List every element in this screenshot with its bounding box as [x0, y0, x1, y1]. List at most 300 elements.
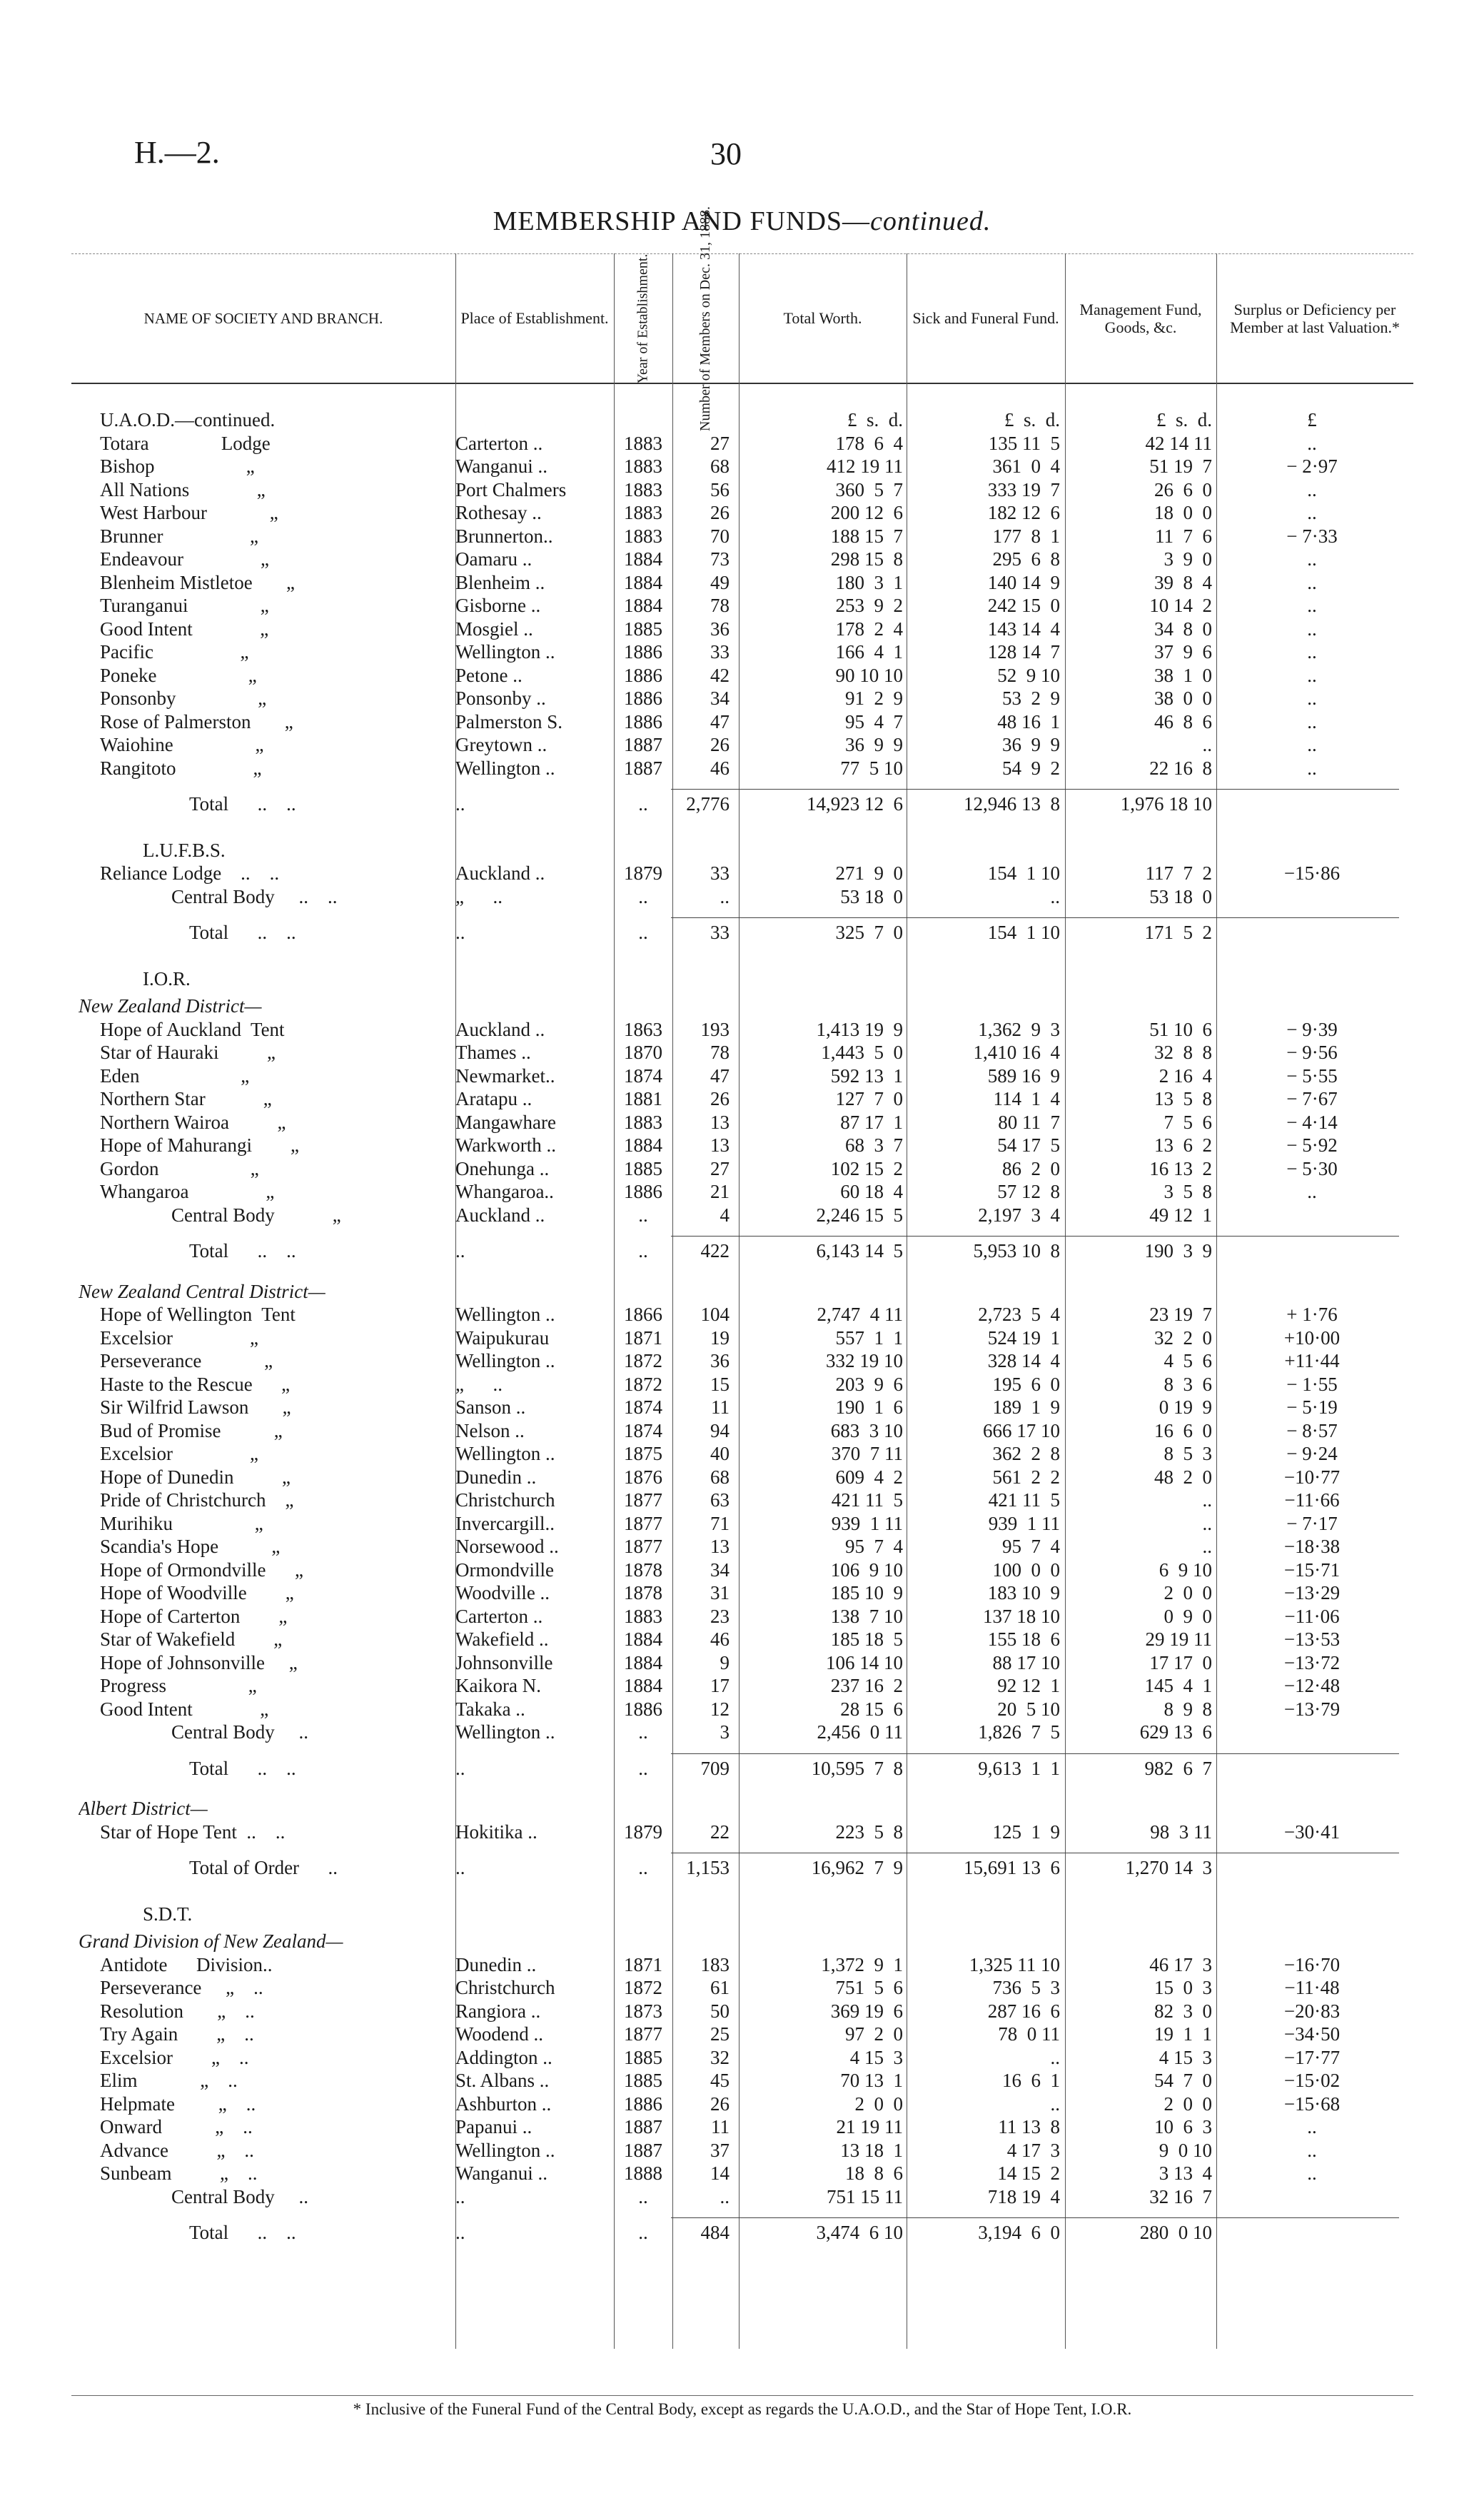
- table-row: [71, 886, 1413, 909]
- cell-mf: 3 5 8: [1164, 1181, 1212, 1202]
- cell-sur: − 5·92: [1286, 1134, 1338, 1156]
- table-row: [71, 2000, 1413, 2023]
- cell-mem: 9: [720, 1651, 730, 1673]
- cell-mf: 49 12 1: [1149, 1204, 1212, 1226]
- cell-mf: 190 3 9: [1144, 1240, 1212, 1261]
- cell-name: Hope of Dunedin „: [100, 1466, 291, 1488]
- cell-place: Dunedin ..: [455, 1953, 537, 1975]
- cell-year: ..: [638, 1757, 648, 1779]
- cell-tw: 4 15 3: [849, 2046, 903, 2068]
- cell-mf: 10 6 3: [1154, 2116, 1212, 2137]
- cell-mf: 51 10 6: [1149, 1018, 1212, 1040]
- cell-mem: 32: [710, 2046, 730, 2068]
- cell-sur: ..: [1307, 478, 1317, 500]
- cell-tw: 237 16 2: [830, 1675, 903, 1696]
- cell-sur: +11·44: [1284, 1350, 1340, 1371]
- cell-mf: 38 0 0: [1154, 688, 1212, 709]
- cell-sur: − 7·33: [1286, 525, 1338, 547]
- cell-sf: 182 12 6: [987, 502, 1060, 523]
- cell-tw: 1,443 5 0: [821, 1042, 903, 1063]
- cell-tw: 3,474 6 10: [816, 2222, 903, 2243]
- cell-mf: 19 1 1: [1154, 2023, 1212, 2045]
- cell-name: Northern Wairoa „: [100, 1111, 286, 1133]
- cell-sur: −12·48: [1283, 1675, 1341, 1696]
- cell-place: Takaka ..: [455, 1698, 525, 1720]
- cell-tw: 68 3 7: [845, 1134, 903, 1156]
- header-members: [672, 206, 739, 431]
- table-row: [71, 1374, 1413, 1396]
- cell-mem: 13: [710, 1536, 730, 1557]
- page-code: H.—2.: [134, 135, 220, 170]
- cell-sf: 36 9 9: [1002, 734, 1060, 755]
- cell-tw: 95 4 7: [845, 710, 903, 732]
- table-row: [71, 1698, 1413, 1721]
- cell-place: Aratapu ..: [455, 1088, 532, 1109]
- cell-sf: 287 16 6: [987, 2000, 1060, 2022]
- cell-sur: −11·06: [1284, 1605, 1340, 1627]
- cell-mem: 46: [710, 1628, 730, 1650]
- cell-mem: 19: [710, 1326, 730, 1349]
- table-row: [71, 1513, 1413, 1536]
- cell-name: Eden „: [100, 1064, 250, 1087]
- cell-year: ..: [638, 885, 648, 907]
- cell-mf: 0 19 9: [1159, 1396, 1212, 1418]
- table-row: [71, 641, 1413, 664]
- cell-name: S.D.T.: [143, 1903, 193, 1925]
- cell-mem: 26: [710, 1088, 730, 1109]
- cell-name: Ponsonby „: [100, 688, 267, 709]
- cell-year: 1872: [624, 1350, 662, 1371]
- section-heading: [71, 840, 1413, 862]
- cell-tw: 609 4 2: [835, 1466, 903, 1488]
- total-row: [71, 793, 1413, 816]
- section-heading: [71, 1903, 1413, 1926]
- cell-sf: 2,197 3 4: [978, 1204, 1060, 1226]
- cell-mem: 26: [710, 2093, 730, 2115]
- cell-tw: 253 9 2: [835, 595, 903, 616]
- cell-sf: 2,723 5 4: [978, 1304, 1060, 1325]
- cell-year: 1884: [624, 1628, 662, 1650]
- table-row: [71, 1466, 1413, 1489]
- cell-sf: 328 14 4: [987, 1350, 1060, 1371]
- cell-year: ..: [638, 1721, 648, 1743]
- cell-mem: 27: [710, 432, 730, 454]
- cell-place: ..: [455, 2185, 465, 2207]
- total-rule: [671, 1753, 1399, 1754]
- cell-sur: −20·83: [1283, 2000, 1341, 2022]
- cell-mf: 117 7 2: [1145, 862, 1212, 884]
- cell-tw: 95 7 4: [845, 1536, 903, 1557]
- cell-tw: 21 19 11: [836, 2116, 903, 2137]
- cell-sur: −13·79: [1283, 1698, 1341, 1720]
- total-rule: [671, 789, 1399, 790]
- cell-mem: 104: [700, 1304, 730, 1325]
- cell-mem: 2,776: [686, 793, 730, 815]
- cell-mem: 47: [710, 710, 730, 732]
- cell-tw: 106 9 10: [830, 1558, 903, 1581]
- cell-year: 1886: [624, 2093, 662, 2115]
- cell-place: Kaikora N.: [455, 1675, 541, 1696]
- cell-year: 1884: [624, 1134, 662, 1156]
- cell-mem: 422: [700, 1240, 730, 1261]
- cell-mem: 50: [710, 2000, 730, 2022]
- cell-name: Excelsior „: [100, 1326, 258, 1349]
- header-total-worth: Total Worth.: [783, 309, 862, 328]
- cell-place: Papanui ..: [455, 2116, 532, 2137]
- cell-place: Christchurch: [455, 1489, 555, 1511]
- cell-place: Ashburton ..: [455, 2093, 552, 2115]
- cell-tw: 2 0 0: [854, 2093, 903, 2115]
- cell-sur: ..: [1307, 432, 1317, 454]
- table-row: [71, 2186, 1413, 2209]
- cell-name: Excelsior „ ..: [100, 2046, 249, 2068]
- cell-name: Central Body ..: [171, 1721, 308, 1743]
- cell-year: 1874: [624, 1396, 662, 1418]
- cell-mem: 68: [710, 455, 730, 477]
- cell-year: 1872: [624, 1977, 662, 1998]
- cell-tw: 127 7 0: [835, 1088, 903, 1109]
- table-row: [71, 665, 1413, 688]
- cell-year: ..: [638, 922, 648, 943]
- cell-year: 1883: [624, 502, 662, 523]
- cell-sur: ..: [1307, 734, 1317, 755]
- total-rule: [671, 2217, 1399, 2218]
- table-row: [71, 1652, 1413, 1675]
- cell-name: Reliance Lodge .. ..: [100, 862, 280, 884]
- cell-year: 1877: [624, 1512, 662, 1534]
- cell-year: 1887: [624, 2139, 662, 2161]
- cell-sur: −10·77: [1283, 1466, 1341, 1488]
- cell-year: 1876: [624, 1466, 662, 1488]
- cell-name: Hope of Auckland Tent: [100, 1018, 285, 1040]
- cell-sf: 11 13 8: [998, 2116, 1060, 2137]
- cell-sf: 561 2 2: [992, 1466, 1060, 1488]
- cell-place: Rothesay ..: [455, 502, 542, 523]
- section-heading: [71, 995, 1413, 1018]
- table-row: [71, 1065, 1413, 1088]
- cell-name: Sunbeam „ ..: [100, 2162, 258, 2184]
- cell-sf: 362 2 8: [992, 1443, 1060, 1464]
- cell-place: Mosgiel ..: [455, 618, 533, 640]
- cell-name: Bud of Promise „: [100, 1419, 283, 1441]
- cell-sur: −17·77: [1283, 2046, 1341, 2068]
- cell-place: ..: [455, 1857, 465, 1878]
- cell-place: Woodville ..: [455, 1582, 550, 1603]
- cell-sur: − 1·55: [1286, 1373, 1338, 1395]
- cell-place: Wakefield ..: [455, 1628, 549, 1650]
- cell-mf: 2 0 0: [1164, 1582, 1212, 1603]
- cell-mem: 11: [711, 1396, 730, 1418]
- cell-mf: 39 8 4: [1154, 571, 1212, 593]
- cell-tw: 369 19 6: [830, 2000, 903, 2022]
- cell-year: 1886: [624, 1181, 662, 1202]
- table-row: [71, 1134, 1413, 1157]
- cell-year: 1863: [624, 1018, 662, 1040]
- cell-name: Perseverance „ ..: [100, 1977, 263, 1998]
- cell-sur: −15·86: [1283, 862, 1341, 884]
- cell-sf: 15,691 13 6: [964, 1857, 1060, 1878]
- cell-year: 1877: [624, 1536, 662, 1557]
- cell-place: „ ..: [455, 885, 503, 907]
- cell-year: 1883: [624, 1111, 662, 1133]
- cell-sf: 80 11 7: [998, 1111, 1060, 1133]
- cell-sur: − 5·19: [1286, 1396, 1338, 1418]
- cell-mf: 2 0 0: [1164, 2093, 1212, 2115]
- cell-name: Whangaroa „: [100, 1181, 275, 1202]
- cell-tw: 60 18 4: [840, 1181, 903, 1202]
- cell-year: 1871: [624, 1326, 662, 1349]
- cell-year: 1886: [624, 688, 662, 709]
- table-row: [71, 1536, 1413, 1558]
- cell-sf: 155 18 6: [987, 1628, 1060, 1650]
- cell-place: Hokitika ..: [455, 1820, 537, 1843]
- cell-mf: 46 8 6: [1154, 710, 1212, 732]
- cell-year: ..: [638, 793, 648, 815]
- cell-mem: 11: [711, 2116, 730, 2137]
- table-row: [71, 1606, 1413, 1628]
- cell-year: 1879: [624, 1820, 662, 1843]
- cell-name: Progress „: [100, 1675, 257, 1696]
- cell-mf: 8 3 6: [1164, 1373, 1212, 1395]
- cell-tw: 13 18 1: [840, 2139, 903, 2161]
- table-row: [71, 1628, 1413, 1651]
- cell-sur: − 7·67: [1286, 1088, 1338, 1109]
- cell-name: Star of Wakefield „: [100, 1628, 283, 1650]
- cell-sf: 361 0 4: [992, 455, 1060, 477]
- cell-place: Whangaroa..: [455, 1181, 554, 1202]
- cell-tw: 557 1 1: [835, 1326, 903, 1349]
- cell-mem: 37: [710, 2139, 730, 2161]
- cell-name: Total .. ..: [189, 793, 296, 815]
- cell-tw: 18 8 6: [845, 2162, 903, 2184]
- cell-mem: 26: [710, 502, 730, 523]
- cell-tw: 87 17 1: [840, 1111, 903, 1133]
- cell-place: Gisborne ..: [455, 595, 541, 616]
- cell-name: Blenheim Mistletoe „: [100, 571, 295, 593]
- table-row: [71, 1559, 1413, 1582]
- cell-name: Gordon „: [100, 1157, 259, 1179]
- cell-mem: ..: [720, 885, 730, 907]
- cell-mem: 13: [710, 1111, 730, 1133]
- cell-place: Ponsonby ..: [455, 688, 546, 709]
- cell-place: Johnsonville: [455, 1651, 553, 1673]
- cell-mem: 78: [710, 595, 730, 616]
- cell-mf: 17 17 0: [1149, 1651, 1212, 1673]
- section-heading: [71, 1281, 1413, 1304]
- cell-mf: 32 16 7: [1149, 2185, 1212, 2207]
- cell-name: Total .. ..: [189, 1240, 296, 1261]
- cell-sur: −15·71: [1283, 1558, 1341, 1581]
- cell-place: ..: [455, 2222, 465, 2243]
- cell-year: 1884: [624, 1651, 662, 1673]
- table-row: [71, 2140, 1413, 2162]
- table-row: [71, 595, 1413, 618]
- cell-sf: 114 1 4: [993, 1088, 1060, 1109]
- cell-sur: ..: [1307, 618, 1317, 640]
- table-row: [71, 1042, 1413, 1064]
- cell-mem: 21: [710, 1181, 730, 1202]
- cell-year: 1885: [624, 2046, 662, 2068]
- cell-mf: 82 3 0: [1154, 2000, 1212, 2022]
- cell-sf: 718 19 4: [987, 2185, 1060, 2207]
- cell-place: Waipukurau: [455, 1326, 550, 1349]
- cell-place: Auckland ..: [455, 1018, 545, 1040]
- cell-mem: 34: [710, 1558, 730, 1581]
- cell-sf: 53 2 9: [1002, 688, 1060, 709]
- cell-mf: 22 16 8: [1149, 757, 1212, 779]
- cell-sur: ..: [1307, 688, 1317, 709]
- cell-sf: 143 14 4: [987, 618, 1060, 640]
- cell-year: 1885: [624, 1157, 662, 1179]
- cell-sf: 666 17 10: [983, 1419, 1060, 1441]
- cell-tw: 1,413 19 9: [816, 1018, 903, 1040]
- table-row: [71, 525, 1413, 548]
- title-continued: continued.: [870, 206, 991, 236]
- cell-year: 1885: [624, 2070, 662, 2091]
- cell-year: 1885: [624, 618, 662, 640]
- cell-place: Brunnerton..: [455, 525, 553, 547]
- cell-mf: 13 5 8: [1154, 1088, 1212, 1109]
- cell-place: Oamaru ..: [455, 548, 532, 570]
- cell-mem: 34: [710, 688, 730, 709]
- cell-sf: 154 1 10: [987, 922, 1060, 943]
- cell-mf: 982 6 7: [1144, 1757, 1212, 1779]
- cell-sf: 295 6 8: [992, 548, 1060, 570]
- cell-year: 1884: [624, 595, 662, 616]
- cell-mem: 484: [700, 2222, 730, 2243]
- cell-name: Hope of Ormondville „: [100, 1558, 303, 1581]
- cell-place: Port Chalmers: [455, 478, 567, 500]
- title-main: MEMBERSHIP AND FUNDS—: [493, 206, 871, 236]
- cell-tw: 178 2 4: [835, 618, 903, 640]
- cell-sf: 524 19 1: [987, 1326, 1060, 1349]
- cell-sf: 78 0 11: [998, 2023, 1060, 2045]
- table-row: [71, 1443, 1413, 1466]
- cell-mf: 26 6 0: [1154, 478, 1212, 500]
- cell-tw: £ s. d.: [847, 409, 903, 430]
- cell-place: Woodend ..: [455, 2023, 544, 2045]
- cell-sur: −13·29: [1283, 1582, 1341, 1603]
- cell-sf: 1,325 11 10: [969, 1953, 1060, 1975]
- cell-mem: 63: [710, 1489, 730, 1511]
- cell-sur: − 5·55: [1286, 1064, 1338, 1087]
- cell-sur: − 9·39: [1286, 1018, 1338, 1040]
- cell-tw: 2,747 4 11: [817, 1304, 903, 1325]
- cell-place: Invercargill..: [455, 1512, 555, 1534]
- cell-tw: 102 15 2: [830, 1157, 903, 1179]
- cell-tw: 53 18 0: [840, 885, 903, 907]
- cell-sf: 95 7 4: [1002, 1536, 1060, 1557]
- cell-sf: 242 15 0: [987, 595, 1060, 616]
- table-row: [71, 1181, 1413, 1204]
- cell-tw: 14,923 12 6: [807, 793, 903, 815]
- total-rule: [671, 917, 1399, 918]
- cell-place: Nelson ..: [455, 1419, 525, 1441]
- cell-year: 1884: [624, 548, 662, 570]
- cell-year: 1884: [624, 1675, 662, 1696]
- cell-sur: ..: [1307, 1181, 1317, 1202]
- cell-sur: −34·50: [1283, 2023, 1341, 2045]
- cell-mem: 40: [710, 1443, 730, 1464]
- cell-mem: 36: [710, 1350, 730, 1371]
- cell-place: Wellington ..: [455, 641, 555, 663]
- cell-mf: 145 4 1: [1144, 1675, 1212, 1696]
- table-row: [71, 1019, 1413, 1042]
- cell-year: 1883: [624, 525, 662, 547]
- cell-mem: 68: [710, 1466, 730, 1488]
- cell-place: Wellington ..: [455, 1443, 555, 1464]
- cell-mem: 42: [710, 664, 730, 686]
- cell-year: 1886: [624, 1698, 662, 1720]
- table-row: [71, 2070, 1413, 2093]
- cell-place: St. Albans ..: [455, 2070, 550, 2091]
- cell-name: Perseverance „: [100, 1350, 273, 1371]
- section-heading: [71, 968, 1413, 991]
- cell-mem: 70: [710, 525, 730, 547]
- cell-mf: 15 0 3: [1154, 1977, 1212, 1998]
- cell-sur: − 4·14: [1286, 1111, 1338, 1133]
- cell-mem: 13: [710, 1134, 730, 1156]
- cell-tw: 412 19 11: [827, 455, 903, 477]
- cell-mf: 98 3 11: [1150, 1820, 1212, 1843]
- table-row: [71, 502, 1413, 525]
- cell-sf: 3,194 6 0: [978, 2222, 1060, 2243]
- cell-sur: −16·70: [1283, 1953, 1341, 1975]
- cell-tw: 203 9 6: [835, 1373, 903, 1395]
- cell-name: Advance „ ..: [100, 2139, 254, 2161]
- cell-tw: 2,246 15 5: [816, 1204, 903, 1226]
- cell-sf: 4 17 3: [1006, 2139, 1060, 2161]
- cell-tw: 298 15 8: [830, 548, 903, 570]
- cell-name: New Zealand Central District—: [79, 1280, 325, 1302]
- cell-year: 1886: [624, 710, 662, 732]
- cell-name: Try Again „ ..: [100, 2023, 254, 2045]
- cell-year: ..: [638, 2185, 648, 2207]
- cell-sf: 140 14 9: [987, 571, 1060, 593]
- cell-tw: 2,456 0 11: [817, 1721, 903, 1743]
- cell-mem: 23: [710, 1605, 730, 1627]
- cell-name: Helpmate „ ..: [100, 2093, 256, 2115]
- table-row: [71, 1821, 1413, 1844]
- table-row: [71, 455, 1413, 478]
- cell-place: Christchurch: [455, 1977, 555, 1998]
- cell-place: Wellington ..: [455, 1304, 555, 1325]
- cell-mf: 8 5 3: [1164, 1443, 1212, 1464]
- cell-tw: 185 18 5: [830, 1628, 903, 1650]
- cell-mem: 4: [720, 1204, 730, 1226]
- cell-tw: 77 5 10: [840, 757, 903, 779]
- cell-mem: 33: [710, 922, 730, 943]
- cell-tw: 325 7 0: [835, 922, 903, 943]
- cell-place: Sanson ..: [455, 1396, 526, 1418]
- cell-place: Addington ..: [455, 2046, 552, 2068]
- cell-place: ..: [455, 1757, 465, 1779]
- cell-place: ..: [455, 793, 465, 815]
- cell-name: Turanganui „: [100, 595, 269, 616]
- page-title: [0, 206, 1484, 237]
- cell-year: 1879: [624, 862, 662, 884]
- cell-name: Total .. ..: [189, 922, 296, 943]
- table-row: [71, 1675, 1413, 1698]
- cell-year: 1886: [624, 641, 662, 663]
- cell-year: 1887: [624, 2116, 662, 2137]
- cell-year: 1878: [624, 1582, 662, 1603]
- cell-tw: 97 2 0: [845, 2023, 903, 2045]
- cell-tw: 180 3 1: [835, 571, 903, 593]
- table-row: [71, 1420, 1413, 1443]
- cell-mem: 15: [710, 1373, 730, 1395]
- cell-mem: 12: [710, 1698, 730, 1720]
